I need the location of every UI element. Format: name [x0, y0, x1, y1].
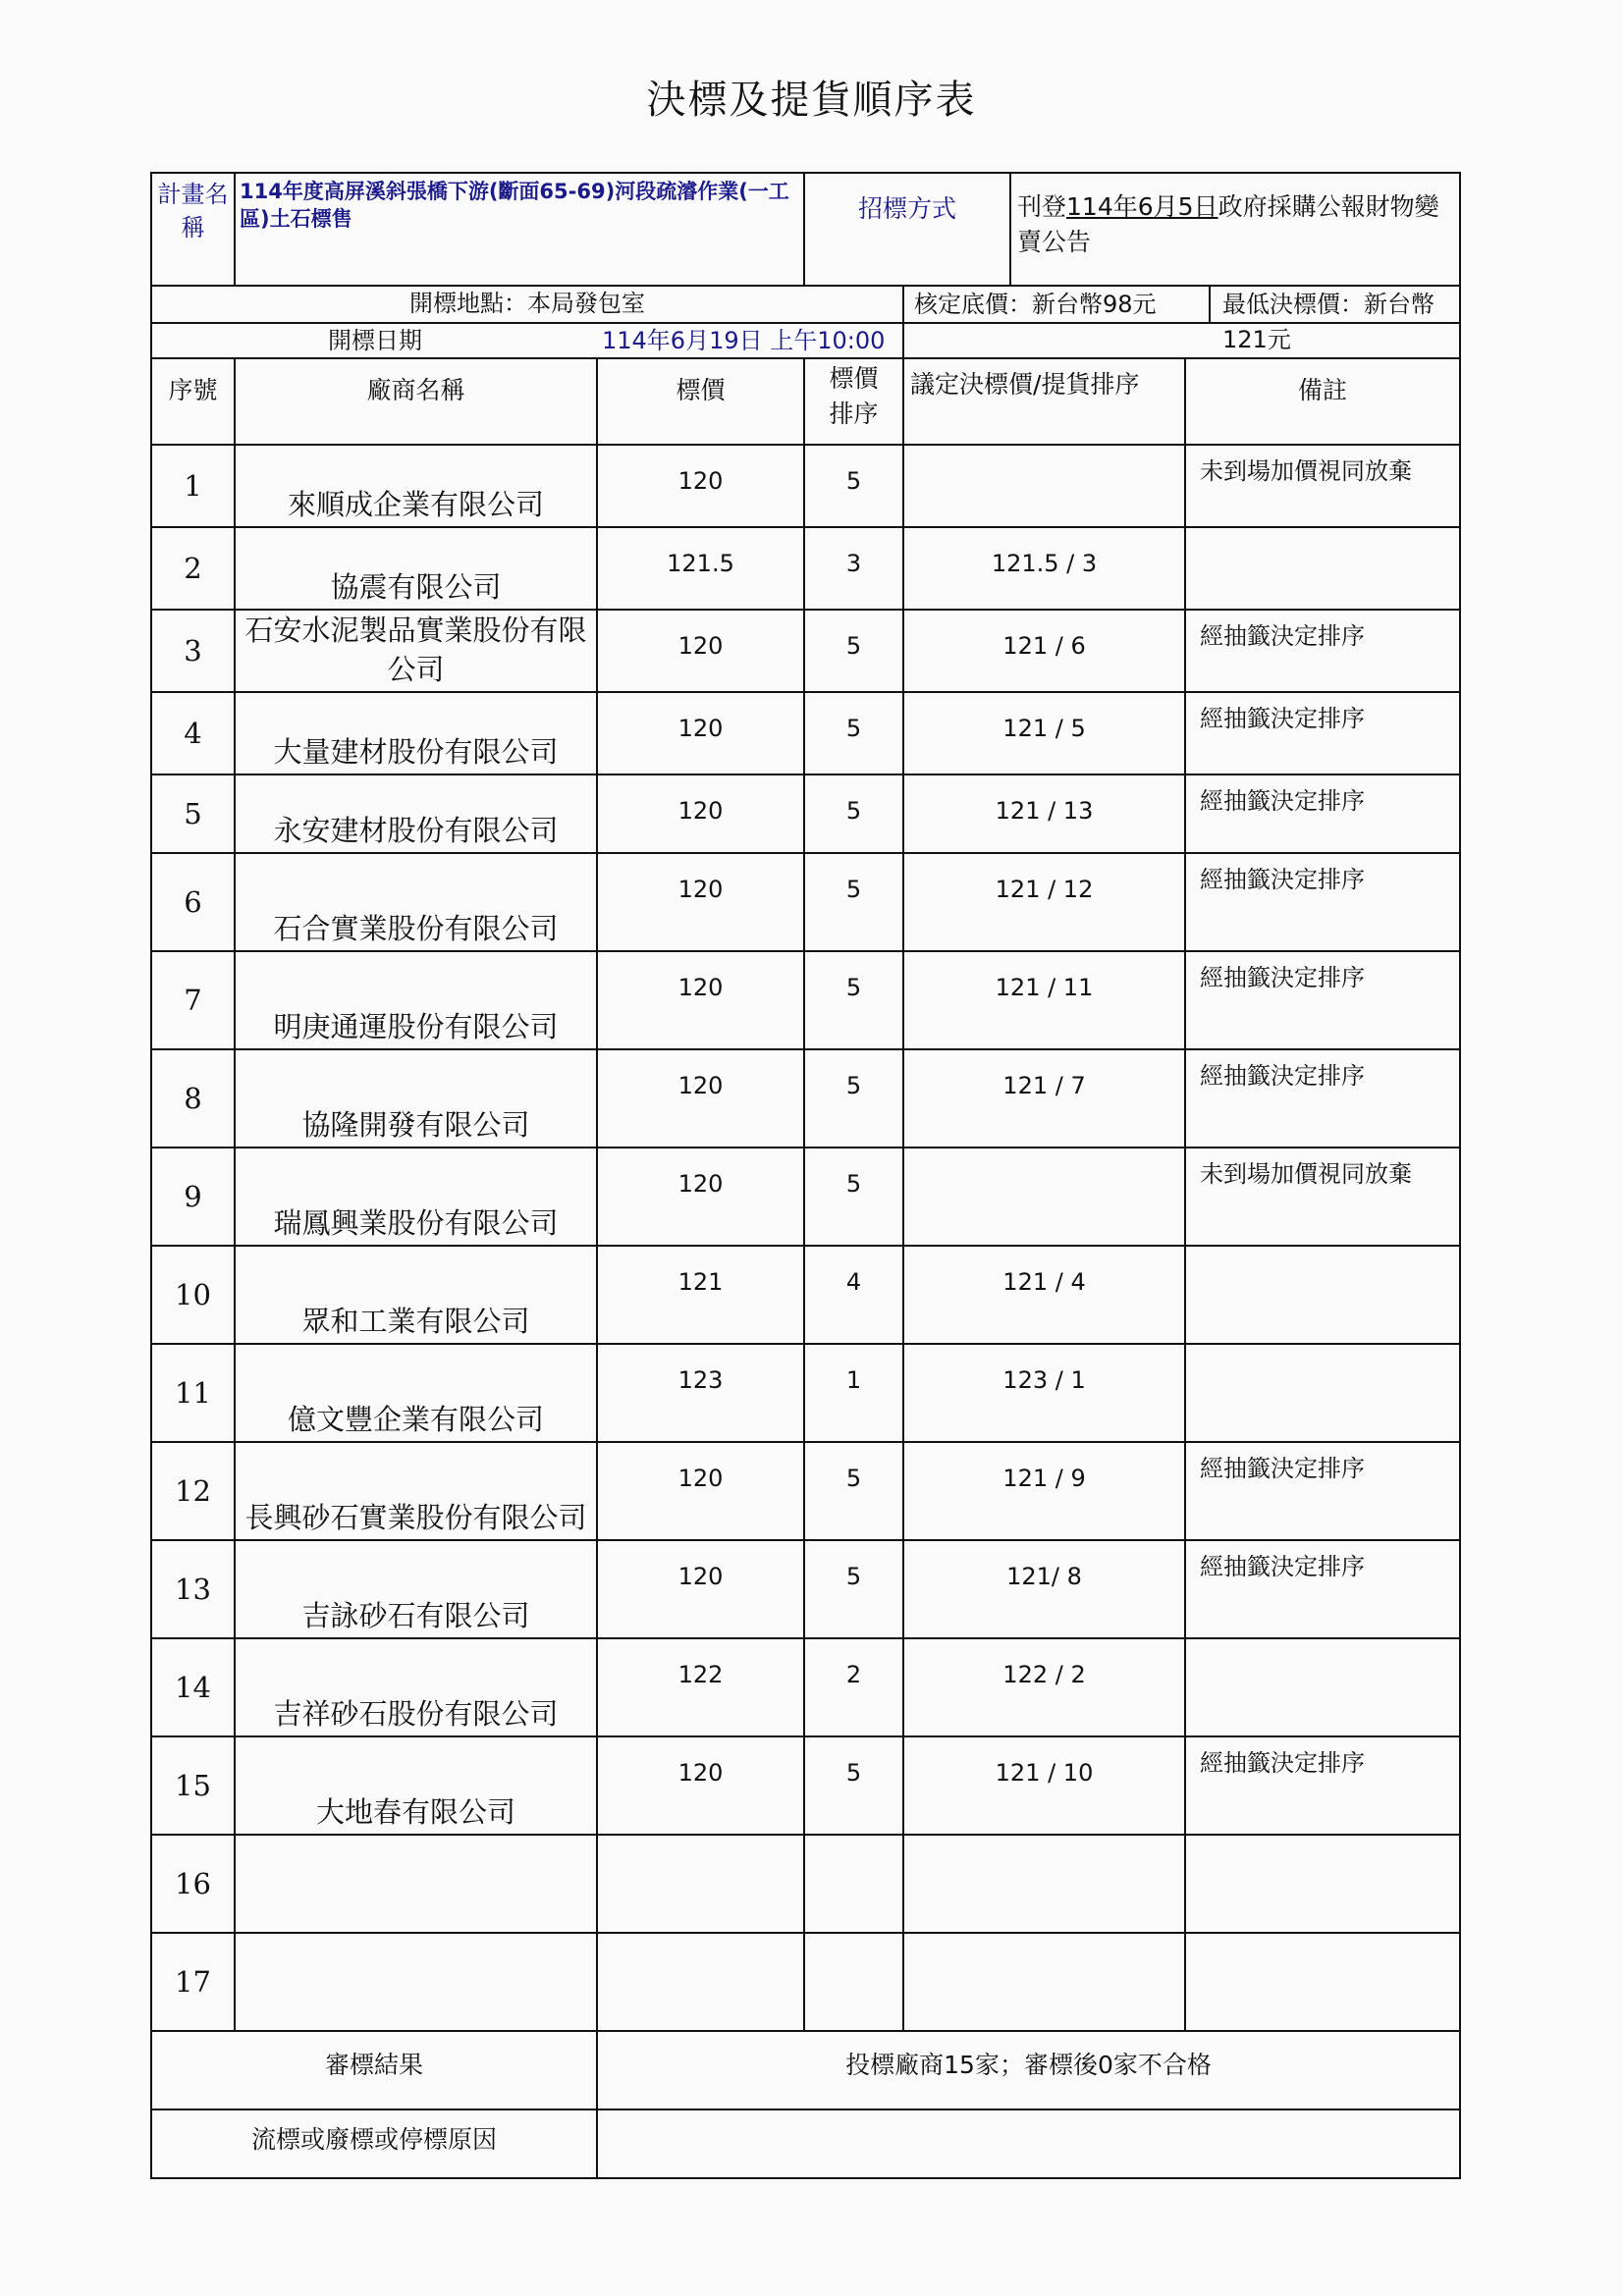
- table-row: [151, 951, 1460, 1049]
- method-suffix: 政府採購公報財物變賣公告: [1017, 192, 1439, 256]
- row-seq: 6: [151, 853, 235, 951]
- row-decision: 123 / 1: [903, 1344, 1185, 1442]
- base-price: 核定底價：新台幣98元: [904, 287, 1211, 322]
- row-remark: [1185, 1933, 1460, 2031]
- row-rank: 5: [804, 1049, 903, 1148]
- row-vendor: [235, 1933, 597, 2031]
- row-remark: 經抽籤決定排序: [1185, 1736, 1460, 1835]
- row-remark: [1185, 1246, 1460, 1344]
- row-vendor: 億文豐企業有限公司: [235, 1344, 597, 1442]
- row-rank: 5: [804, 853, 903, 951]
- row-bid: 120: [597, 1148, 804, 1246]
- row-bid: 120: [597, 610, 804, 692]
- row-remark: 經抽籤決定排序: [1185, 1442, 1460, 1540]
- row-bid: 120: [597, 853, 804, 951]
- method-cell: [804, 173, 1460, 286]
- row-remark: [1185, 1344, 1460, 1442]
- location-text: 開標地點：本局發包室: [151, 286, 903, 323]
- header-rank: 標價排序: [804, 358, 903, 445]
- row-decision: 121 / 13: [903, 774, 1185, 853]
- row-seq: 10: [151, 1246, 235, 1344]
- row-remark: [1185, 1638, 1460, 1736]
- row-rank: 5: [804, 1736, 903, 1835]
- table-row: [151, 1835, 1460, 1933]
- review-value: 投標廠商15家；審標後0家不合格: [597, 2031, 1460, 2109]
- bid-result-table: [150, 172, 1461, 2179]
- row-rank: 2: [804, 1638, 903, 1736]
- method-date: 114年6月5日: [1066, 192, 1218, 221]
- project-row: [151, 173, 1460, 286]
- page-title: 決標及提貨順序表: [646, 78, 977, 123]
- row-decision: 121 / 11: [903, 951, 1185, 1049]
- price-cell: [903, 286, 1460, 353]
- row-bid: 121: [597, 1246, 804, 1344]
- row-vendor: 長興砂石實業股份有限公司: [235, 1442, 597, 1540]
- table-row: [151, 692, 1460, 774]
- header-seq: 序號: [151, 358, 235, 445]
- row-vendor: 來順成企業有限公司: [235, 445, 597, 527]
- row-decision: 121 / 5: [903, 692, 1185, 774]
- row-remark: 未到場加價視同放棄: [1185, 445, 1460, 527]
- row-decision: 121 / 12: [903, 853, 1185, 951]
- row-remark: 經抽籤決定排序: [1185, 774, 1460, 853]
- row-rank: 5: [804, 951, 903, 1049]
- row-remark: 未到場加價視同放棄: [1185, 1148, 1460, 1246]
- row-remark: 經抽籤決定排序: [1185, 853, 1460, 951]
- header-remark: 備註: [1185, 358, 1460, 445]
- row-decision: [903, 445, 1185, 527]
- table-row: [151, 774, 1460, 853]
- row-vendor: 協隆開發有限公司: [235, 1049, 597, 1148]
- row-rank: 5: [804, 1442, 903, 1540]
- row-remark: 經抽籤決定排序: [1185, 610, 1460, 692]
- table-row: [151, 1344, 1460, 1442]
- row-decision: [903, 1148, 1185, 1246]
- row-decision: 121 / 4: [903, 1246, 1185, 1344]
- row-vendor: 吉祥砂石股份有限公司: [235, 1638, 597, 1736]
- row-rank: [804, 1835, 903, 1933]
- row-decision: 121 / 6: [903, 610, 1185, 692]
- table-row: [151, 445, 1460, 527]
- row-vendor: 石合實業股份有限公司: [235, 853, 597, 951]
- row-bid: 120: [597, 1540, 804, 1638]
- table-row: [151, 527, 1460, 610]
- row-decision: 121 / 10: [903, 1736, 1185, 1835]
- row-seq: 4: [151, 692, 235, 774]
- date-label: 開標日期: [328, 327, 422, 354]
- row-bid: [597, 1933, 804, 2031]
- row-rank: 1: [804, 1344, 903, 1442]
- row-bid: 120: [597, 1049, 804, 1148]
- row-rank: 5: [804, 610, 903, 692]
- table-row: [151, 1933, 1460, 2031]
- row-decision: 121/ 8: [903, 1540, 1185, 1638]
- row-decision: 121 / 7: [903, 1049, 1185, 1148]
- min-price: 最低決標價：新台幣121元: [1222, 291, 1435, 353]
- row-seq: 9: [151, 1148, 235, 1246]
- table-row: [151, 610, 1460, 692]
- row-remark: 經抽籤決定排序: [1185, 951, 1460, 1049]
- failure-value: [597, 2109, 1460, 2178]
- row-bid: 120: [597, 692, 804, 774]
- review-label: 審標結果: [151, 2031, 597, 2109]
- row-seq: 12: [151, 1442, 235, 1540]
- row-seq: 17: [151, 1933, 235, 2031]
- row-seq: 3: [151, 610, 235, 692]
- row-remark: 經抽籤決定排序: [1185, 1049, 1460, 1148]
- row-vendor: 吉詠砂石有限公司: [235, 1540, 597, 1638]
- header-vendor: 廠商名稱: [235, 358, 597, 445]
- row-rank: 5: [804, 692, 903, 774]
- table-row: [151, 1540, 1460, 1638]
- row-bid: 120: [597, 1442, 804, 1540]
- row-rank: [804, 1933, 903, 2031]
- row-decision: 122 / 2: [903, 1638, 1185, 1736]
- row-bid: [597, 1835, 804, 1933]
- table-row: [151, 1736, 1460, 1835]
- table-row: [151, 1049, 1460, 1148]
- header-bid: 標價: [597, 358, 804, 445]
- row-vendor: 協震有限公司: [235, 527, 597, 610]
- header-decision: 議定決標價/提貨排序: [903, 358, 1185, 445]
- row-vendor: 眾和工業有限公司: [235, 1246, 597, 1344]
- method-value: [1011, 174, 1459, 285]
- row-vendor: 石安水泥製品實業股份有限公司: [235, 610, 597, 692]
- row-seq: 13: [151, 1540, 235, 1638]
- row-remark: 經抽籤決定排序: [1185, 692, 1460, 774]
- method-label-text: 招標方式: [805, 174, 1011, 285]
- row-vendor: 大地春有限公司: [235, 1736, 597, 1835]
- row-decision: 121.5 / 3: [903, 527, 1185, 610]
- location-row: [151, 286, 1460, 323]
- row-vendor: 明庚通運股份有限公司: [235, 951, 597, 1049]
- date-value: 114年6月19日 上午10:00: [602, 327, 886, 354]
- row-remark: 經抽籤決定排序: [1185, 1540, 1460, 1638]
- row-decision: [903, 1933, 1185, 2031]
- row-seq: 2: [151, 527, 235, 610]
- row-bid: 123: [597, 1344, 804, 1442]
- row-seq: 16: [151, 1835, 235, 1933]
- row-rank: 5: [804, 1148, 903, 1246]
- row-bid: 120: [597, 774, 804, 853]
- table-row: [151, 1442, 1460, 1540]
- failure-label: 流標或廢標或停標原因: [151, 2109, 597, 2178]
- row-seq: 11: [151, 1344, 235, 1442]
- date-empty: [903, 323, 1460, 358]
- table-row: [151, 1246, 1460, 1344]
- row-remark: [1185, 1835, 1460, 1933]
- table-row: [151, 853, 1460, 951]
- row-rank: 5: [804, 445, 903, 527]
- row-vendor: [235, 1835, 597, 1933]
- failure-row: [151, 2109, 1460, 2178]
- row-seq: 1: [151, 445, 235, 527]
- row-vendor: 大量建材股份有限公司: [235, 692, 597, 774]
- row-seq: 5: [151, 774, 235, 853]
- row-bid: 120: [597, 951, 804, 1049]
- row-rank: 3: [804, 527, 903, 610]
- project-name: 114年度高屏溪斜張橋下游(斷面65-69)河段疏濬作業(一工區)土石標售: [235, 173, 804, 286]
- vendor-rows: [151, 445, 1460, 2031]
- table-row: [151, 1638, 1460, 1736]
- row-rank: 4: [804, 1246, 903, 1344]
- header-row: [151, 358, 1460, 445]
- review-row: [151, 2031, 1460, 2109]
- row-bid: 120: [597, 1736, 804, 1835]
- row-decision: 121 / 9: [903, 1442, 1185, 1540]
- row-remark: [1185, 527, 1460, 610]
- project-label: 計畫名稱: [151, 173, 235, 286]
- row-decision: [903, 1835, 1185, 1933]
- row-seq: 15: [151, 1736, 235, 1835]
- date-cell: [151, 323, 903, 358]
- row-seq: 7: [151, 951, 235, 1049]
- row-vendor: 瑞鳳興業股份有限公司: [235, 1148, 597, 1246]
- row-rank: 5: [804, 774, 903, 853]
- row-vendor: 永安建材股份有限公司: [235, 774, 597, 853]
- row-bid: 120: [597, 445, 804, 527]
- method-prefix: 刊登: [1017, 192, 1067, 221]
- row-bid: 122: [597, 1638, 804, 1736]
- row-rank: 5: [804, 1540, 903, 1638]
- table-row: [151, 1148, 1460, 1246]
- row-seq: 8: [151, 1049, 235, 1148]
- row-bid: 121.5: [597, 527, 804, 610]
- row-seq: 14: [151, 1638, 235, 1736]
